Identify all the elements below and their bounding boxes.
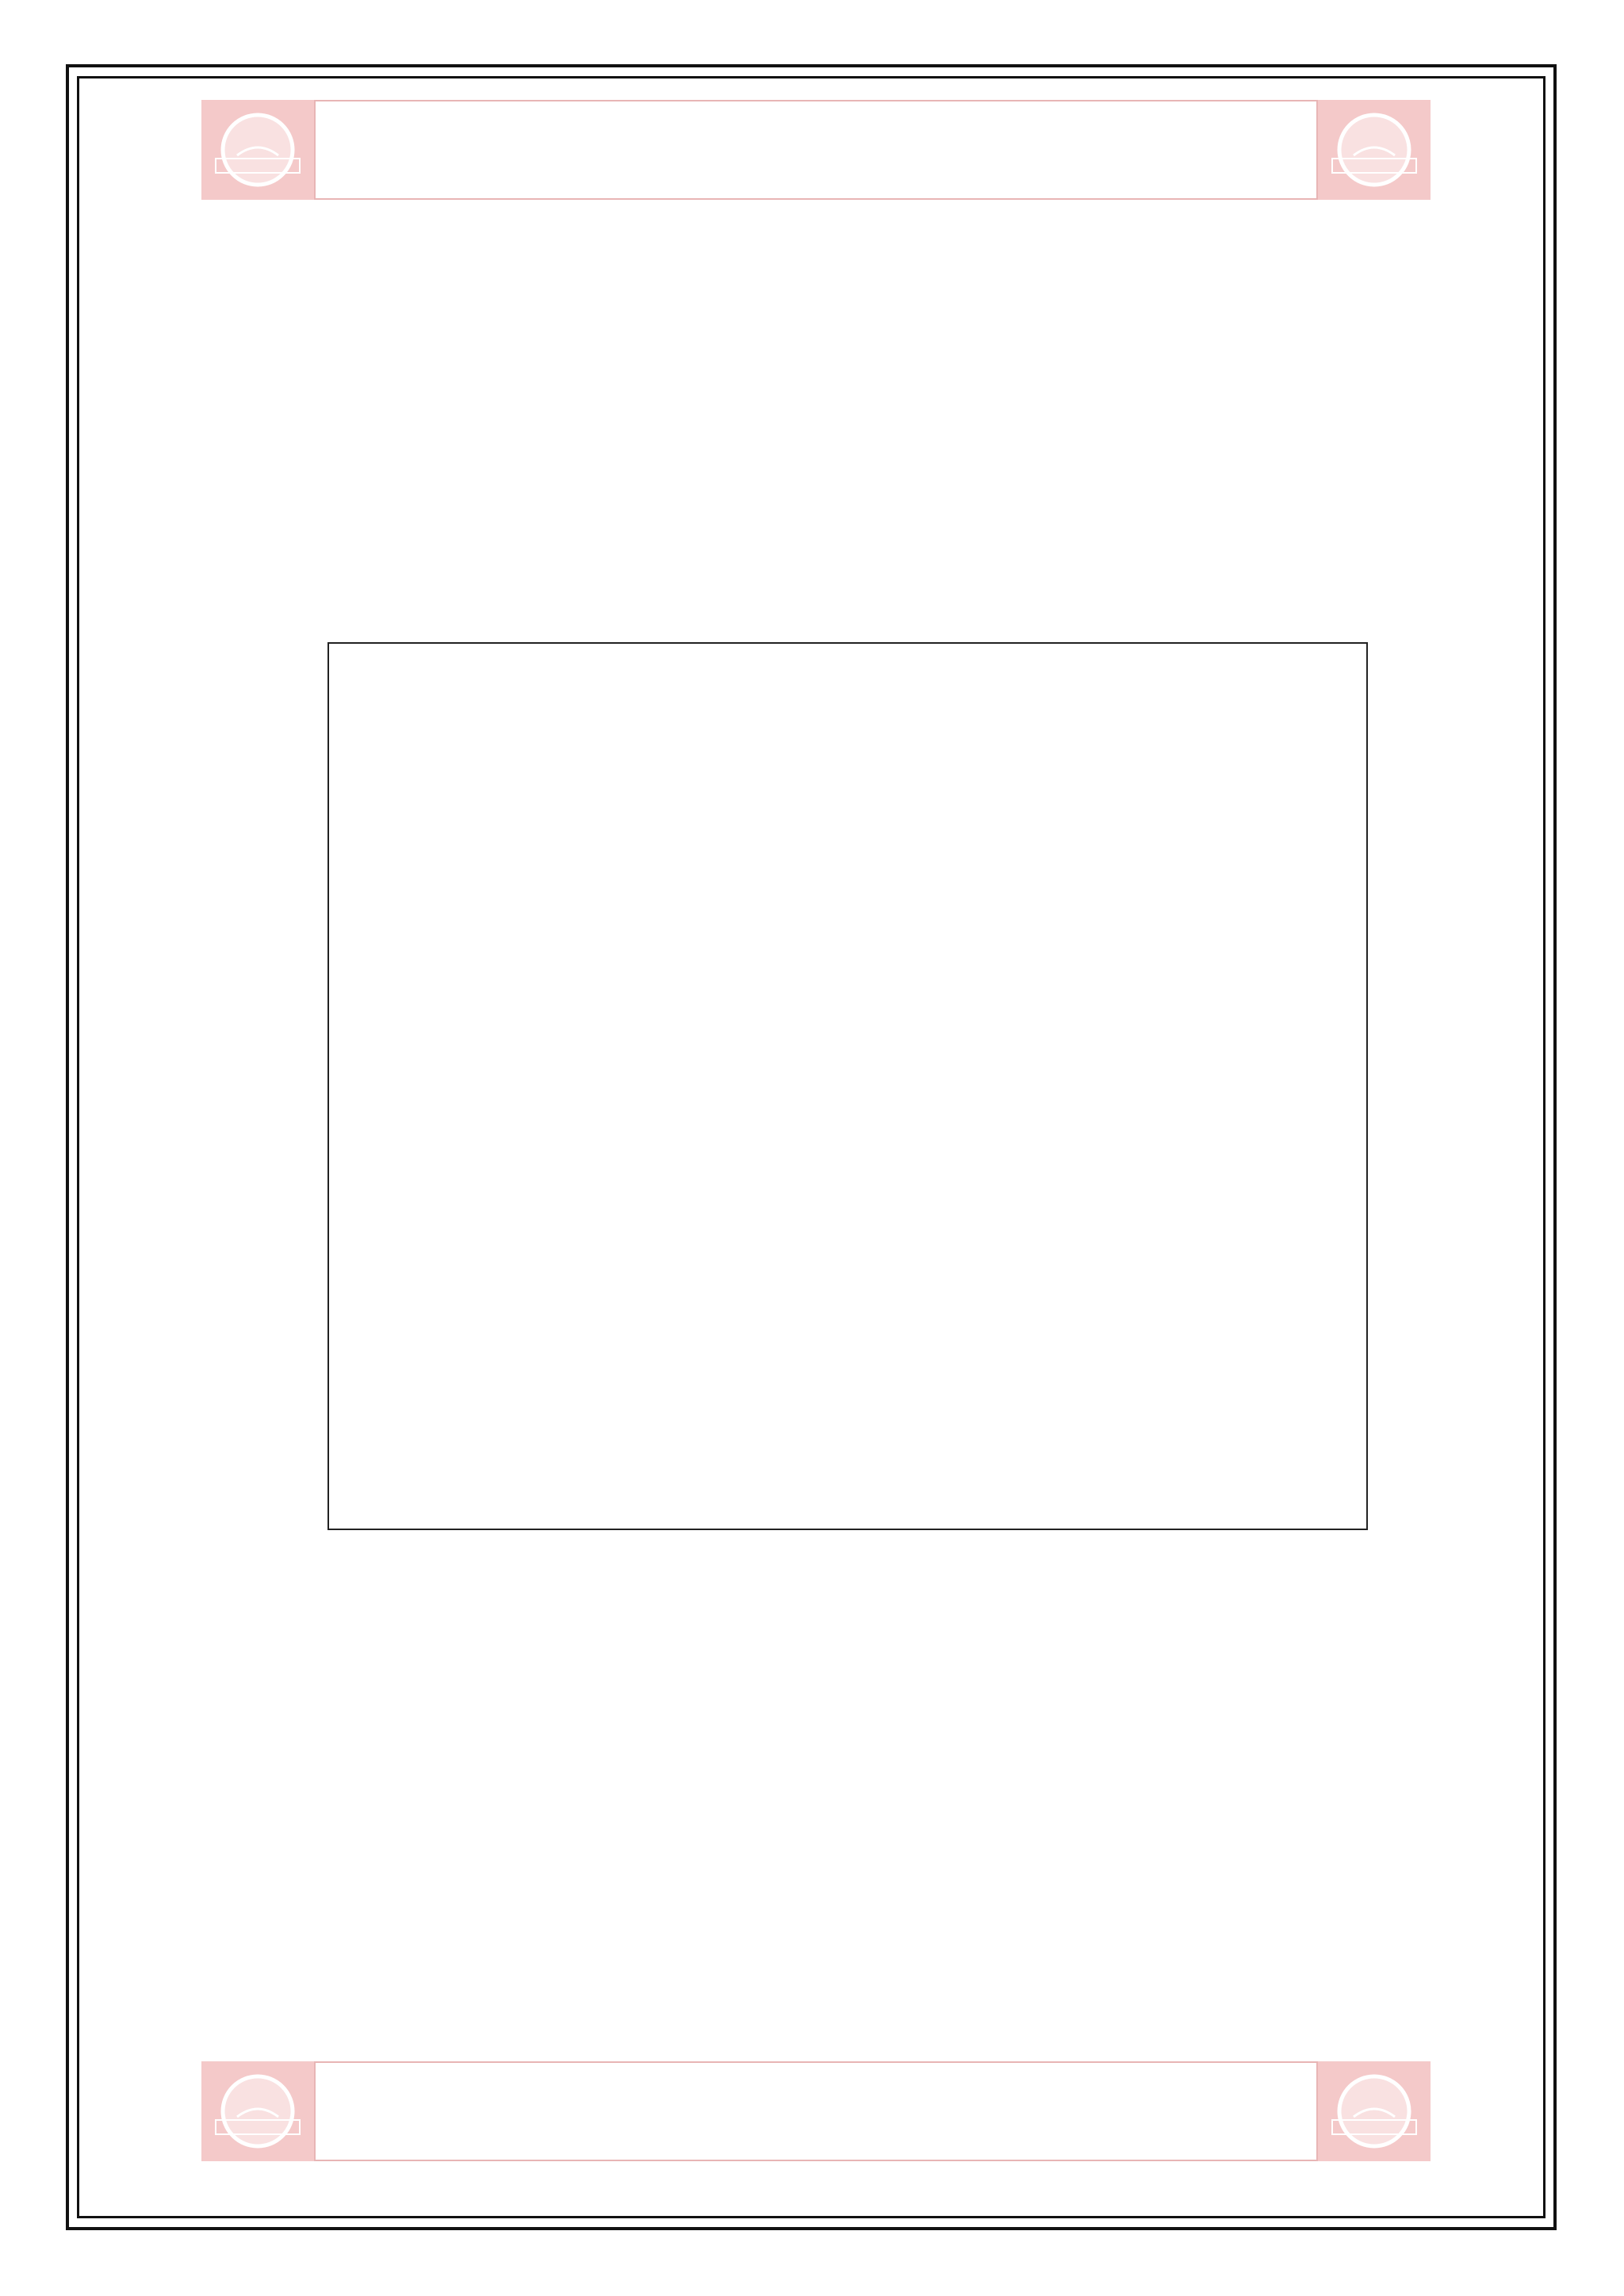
college-logo-right — [1318, 100, 1431, 200]
college-logo-right-footer — [1318, 2061, 1431, 2161]
code-listing-box — [327, 642, 1368, 1530]
page-footer — [201, 2061, 1431, 2161]
page-header — [201, 100, 1431, 200]
section-heading — [255, 236, 306, 268]
java-watermark — [329, 644, 1368, 1530]
college-logo-left-footer — [201, 2061, 314, 2161]
college-logo-left — [201, 100, 314, 200]
header-text-box — [314, 100, 1318, 200]
footer-text-box — [314, 2061, 1318, 2161]
